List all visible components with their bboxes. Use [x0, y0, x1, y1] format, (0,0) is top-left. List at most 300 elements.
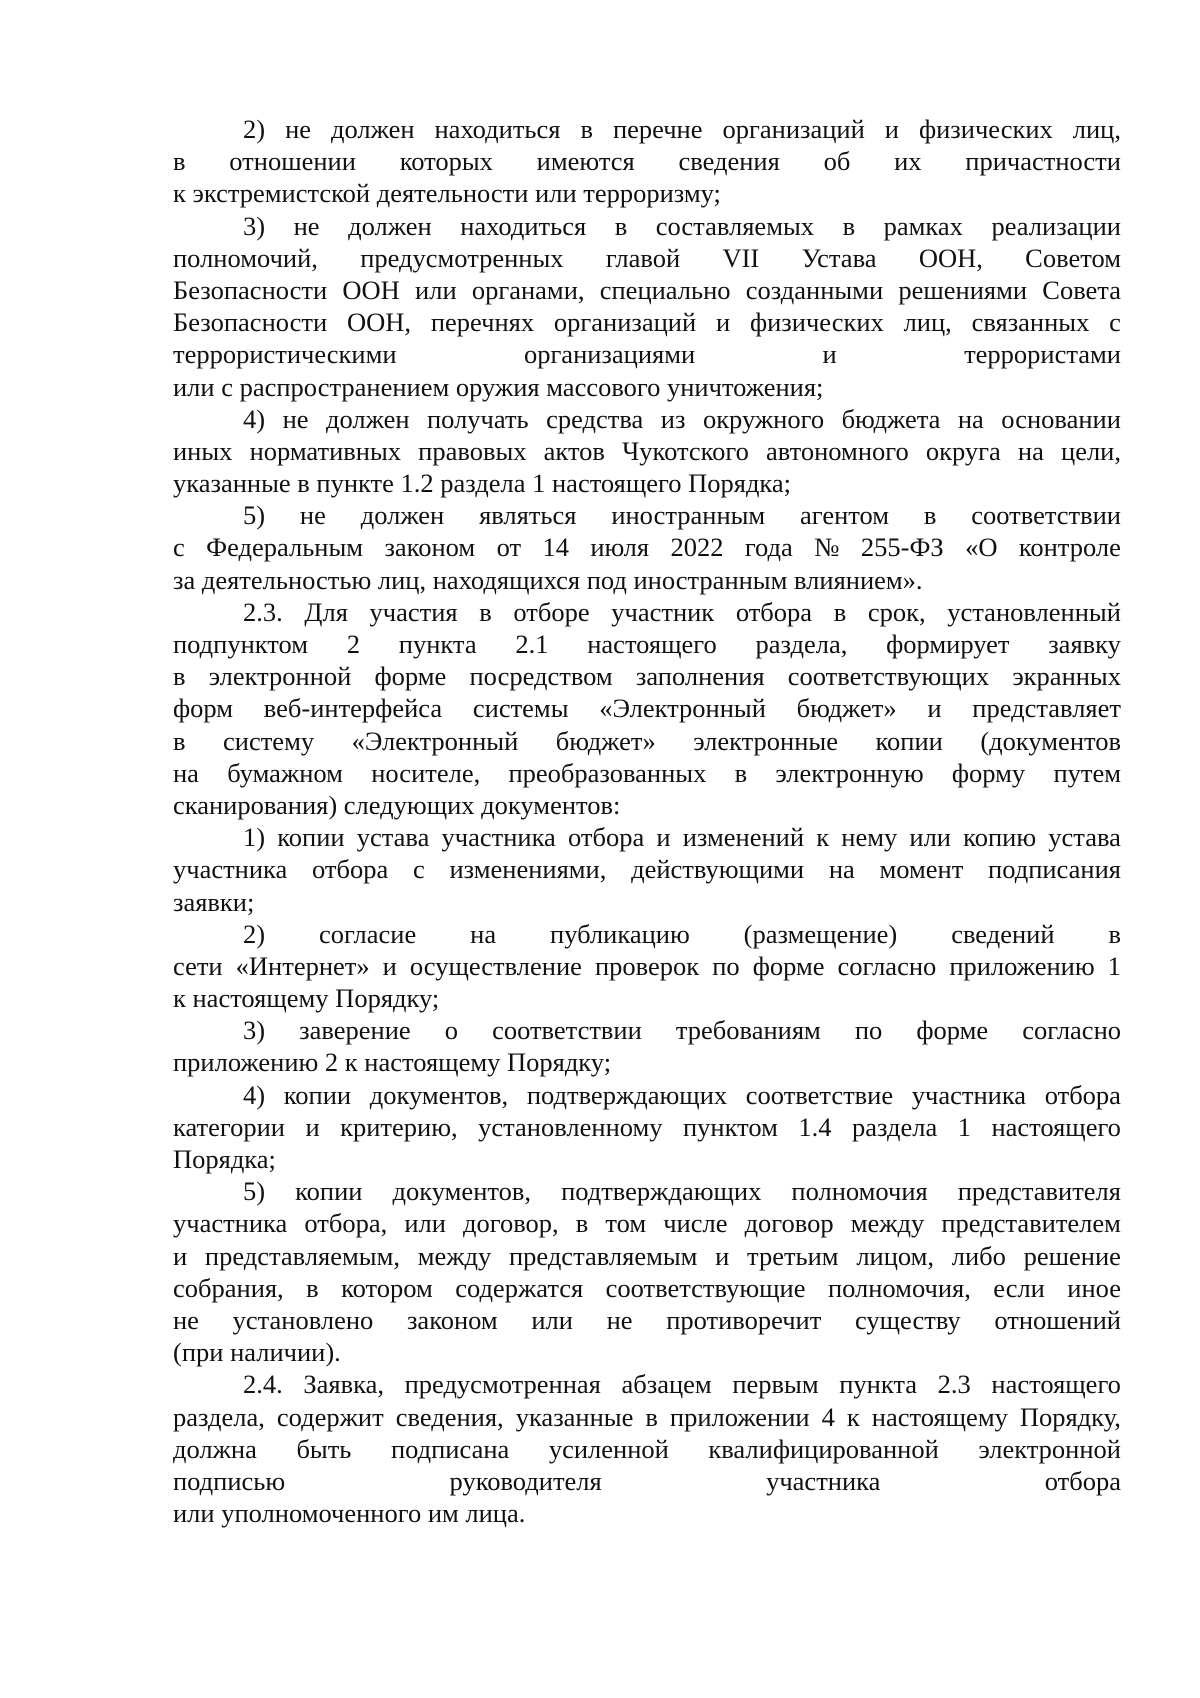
text-line: (при наличии). [173, 1337, 341, 1368]
word: 2.3 [937, 1369, 971, 1400]
text-line [173, 403, 1121, 435]
text-line [173, 499, 1121, 531]
word: должен [326, 403, 410, 434]
word: лиц, [1072, 114, 1121, 144]
text-line [173, 1240, 1121, 1272]
word: на [828, 854, 855, 885]
word: причастности [965, 146, 1121, 177]
word: участника [441, 822, 556, 853]
word: соответствующие [605, 1272, 806, 1303]
word: об [823, 146, 851, 177]
word: категории [173, 1111, 285, 1142]
text-line: приложению 2 к настоящему Порядку; [173, 1047, 612, 1078]
word: бюджет» [555, 725, 656, 756]
text-line [173, 274, 1121, 306]
word: не [282, 403, 309, 434]
text-line [173, 113, 1121, 145]
word: копии [277, 822, 345, 853]
word: иностранным [611, 500, 766, 531]
word: и [173, 1240, 188, 1271]
word: в [645, 1401, 658, 1432]
word: между [850, 1208, 925, 1239]
word: которых [399, 146, 493, 177]
word: их [894, 146, 922, 177]
paragraph-p5 [173, 499, 1121, 596]
paragraph-p2_4 [173, 1368, 1121, 1529]
word: документов, [392, 1176, 531, 1207]
word: Чукотского [622, 435, 749, 466]
word: момент [879, 854, 964, 885]
word: с [1109, 307, 1121, 338]
word: 4 [821, 1401, 835, 1432]
word: между [417, 1240, 492, 1271]
word: в [479, 596, 492, 627]
word: руководителя [449, 1465, 602, 1496]
word: созданными [745, 274, 884, 305]
word: устава [356, 822, 430, 853]
text-line [173, 242, 1121, 274]
word: и [305, 1111, 320, 1142]
word: Советом [1025, 242, 1121, 273]
word: отбора [1044, 1079, 1121, 1110]
word: приложении [669, 1401, 810, 1432]
word: должен [360, 500, 445, 531]
word: участник [611, 596, 715, 627]
text-line [173, 596, 1121, 628]
word: Порядку, [1019, 1401, 1121, 1432]
word: в [923, 500, 937, 531]
word: в [580, 114, 593, 144]
word: требованиям [675, 1015, 821, 1046]
word: из [660, 403, 686, 434]
word: 2) [243, 918, 266, 949]
word: актов [543, 435, 605, 466]
text-line [173, 1111, 1121, 1143]
word: находиться [434, 114, 561, 144]
word: настоящего [991, 1111, 1121, 1142]
word: отбора [1044, 1465, 1121, 1496]
word: 3) [243, 210, 266, 241]
word: решениями [898, 274, 1028, 305]
word: в [173, 725, 186, 756]
word: бумажном [227, 757, 343, 788]
word: года [744, 532, 793, 563]
word: Безопасности [173, 307, 328, 338]
text-line: Порядка; [173, 1144, 276, 1174]
word: 5) [243, 1176, 266, 1207]
word: существу [854, 1304, 961, 1335]
word: пункта [839, 1369, 918, 1400]
word: в [306, 1272, 319, 1303]
word: «Интернет» [235, 950, 370, 981]
word: участника [173, 854, 288, 885]
word: законом [384, 532, 476, 563]
word: подпунктом [173, 629, 309, 659]
word: Федеральным [206, 532, 364, 563]
word: посредством [469, 661, 613, 692]
word: настоящему [871, 1401, 1008, 1432]
word: должен [331, 114, 415, 144]
word: полномочия [791, 1176, 928, 1207]
paragraph-doc3 [173, 1014, 1121, 1078]
word: числе [663, 1208, 728, 1239]
word: не [173, 1304, 199, 1335]
word: в [842, 210, 856, 241]
word: не [606, 1304, 633, 1335]
word: путем [1053, 757, 1121, 788]
word: представителя [957, 1176, 1121, 1207]
word: том [605, 1208, 647, 1239]
word: содержит [276, 1401, 384, 1432]
word: в [1108, 918, 1121, 949]
word: VII [722, 242, 760, 273]
word: критерию, [340, 1111, 458, 1142]
word: сведения [678, 146, 780, 177]
word: (размещение) [743, 918, 898, 949]
text-line [173, 1207, 1121, 1239]
text-line [173, 1465, 1121, 1497]
word: первым [732, 1369, 819, 1400]
word: и [382, 950, 397, 981]
word: реализации [991, 210, 1121, 241]
text-line [173, 660, 1121, 692]
word: связанных [971, 307, 1090, 338]
text-line [173, 435, 1121, 467]
text-line [173, 338, 1121, 370]
word: по [712, 950, 740, 981]
text-line: за деятельностью лиц, находящихся под иностранным влиянием». [173, 564, 923, 595]
text-line [173, 306, 1121, 338]
word: не [293, 210, 320, 241]
word: законом [406, 1304, 498, 1335]
word: действующими [631, 854, 805, 885]
word: раздела, [173, 1401, 265, 1432]
word: лиц, [903, 307, 952, 338]
word: 14 [542, 532, 569, 563]
word: быть [296, 1433, 352, 1464]
text-line [173, 725, 1121, 757]
word: 5) [243, 500, 266, 531]
word: форме [752, 950, 825, 981]
word: иных [173, 435, 233, 466]
word: от [496, 532, 522, 563]
word: подтверждающих [526, 1079, 728, 1110]
word: террористическими [173, 339, 397, 370]
word: отбора [312, 854, 389, 885]
word: если [993, 1272, 1045, 1303]
word: 3) [243, 1015, 266, 1046]
word: указанные [515, 1401, 634, 1432]
text-line [173, 692, 1121, 724]
word: веб-интерфейса [263, 693, 443, 724]
text-line: указанные в пункте 1.2 раздела 1 настоящего Порядка; [173, 468, 792, 499]
word: соответствующих [787, 661, 990, 692]
word: организаций [722, 114, 865, 144]
word: установленному [478, 1111, 663, 1142]
word: участника [173, 1208, 288, 1239]
word: с [412, 854, 425, 885]
word: копии [295, 1176, 363, 1207]
word: отношении [229, 146, 356, 177]
word: проверок [594, 950, 700, 981]
word: 2022 [670, 532, 724, 563]
word: раздела, [755, 629, 848, 659]
word: документов, [369, 1079, 509, 1110]
word: формирует [886, 629, 1010, 659]
text-line [173, 145, 1121, 177]
word: системы [472, 693, 569, 724]
word: 1 [957, 1111, 971, 1142]
word: электронной [208, 661, 352, 692]
word: к [816, 822, 830, 853]
text-line [173, 1304, 1121, 1336]
word: абзацем [621, 1369, 712, 1400]
word: участника [766, 1465, 881, 1496]
word: отбора [735, 596, 813, 627]
word: экранных [1012, 661, 1121, 692]
word: полномочий, [173, 242, 318, 273]
word: участника [911, 1079, 1027, 1110]
word: раздела [851, 1111, 938, 1142]
word: или [531, 1304, 573, 1335]
word: котором [341, 1272, 433, 1303]
word: Безопасности [173, 274, 328, 305]
word: нормативных [249, 435, 402, 466]
text-line: к настоящему Порядку; [173, 983, 440, 1014]
paragraph-p3 [173, 210, 1121, 403]
word: Для [304, 596, 348, 627]
word: подписью [173, 1465, 286, 1496]
word: нему [841, 822, 898, 853]
word: отборе [513, 596, 590, 627]
word: террористами [964, 339, 1121, 370]
word: 1) [243, 822, 266, 853]
word: перечне [612, 114, 703, 144]
word: сведения, [395, 1401, 504, 1432]
word: копию [963, 822, 1037, 853]
text-line [173, 1368, 1121, 1400]
word: установлено [232, 1304, 374, 1335]
word: третьим [747, 1240, 839, 1271]
word: согласие [319, 918, 417, 949]
word: имеются [536, 146, 635, 177]
word: агентом [800, 500, 890, 531]
word: договор, [463, 1208, 559, 1239]
word: 1.4 [798, 1111, 832, 1142]
text-line [173, 918, 1121, 950]
word: 1 [1107, 950, 1121, 981]
paragraph-doc4 [173, 1079, 1121, 1176]
paragraph-doc5 [173, 1175, 1121, 1368]
word: заявку [1048, 629, 1121, 659]
word: устава [1048, 822, 1121, 853]
word: электронную [775, 757, 924, 788]
word: преобразованных [508, 757, 707, 788]
word: Заявка, [303, 1369, 384, 1400]
word: представляемым [508, 1240, 698, 1271]
word: приложению [949, 950, 1095, 981]
word: рамках [883, 210, 963, 241]
word: являться [479, 500, 577, 531]
word: и [715, 307, 731, 338]
word: 4) [243, 403, 266, 434]
word: 255-ФЗ [860, 532, 944, 563]
word: главой [605, 242, 681, 273]
word: или [909, 822, 951, 853]
word: составляемых [655, 210, 815, 241]
paragraph-doc1 [173, 821, 1121, 918]
word: июля [590, 532, 650, 563]
word: организациями [523, 339, 696, 370]
word: квалифицированной [708, 1433, 939, 1464]
word: физических [749, 307, 884, 338]
word: пунктом [683, 1111, 778, 1142]
word: с [173, 532, 185, 563]
word: согласно [1022, 1015, 1121, 1046]
word: форму [951, 757, 1026, 788]
word: срок, [867, 596, 926, 627]
word: полномочия, [827, 1272, 971, 1303]
word: органами, [471, 274, 585, 305]
word: к [846, 1401, 860, 1432]
word: решение [1023, 1240, 1121, 1271]
word: и [656, 822, 671, 853]
word: заверение [299, 1015, 411, 1046]
text-line: сканирования) следующих документов: [173, 789, 621, 820]
word: на [957, 403, 984, 434]
word: настоящего [991, 1369, 1121, 1400]
word: отбора [567, 822, 645, 853]
word: пункта [398, 629, 477, 659]
word: форм [173, 693, 234, 724]
word: осуществление [409, 950, 582, 981]
word: 2.1 [515, 629, 549, 659]
word: ООН [342, 274, 400, 305]
word: не [299, 500, 326, 531]
word: и [715, 1240, 730, 1271]
word: представляемым, [204, 1240, 400, 1271]
word: или [415, 274, 457, 305]
word: и [884, 114, 899, 144]
word: в [173, 146, 186, 177]
word: электронной [978, 1433, 1121, 1464]
word: заполнения [635, 661, 765, 692]
word: форме [916, 1015, 989, 1046]
word: сети [173, 950, 223, 981]
word: о [444, 1015, 458, 1046]
word: форме [374, 661, 447, 692]
word: цели, [1061, 435, 1121, 466]
word: подписана [390, 1433, 510, 1464]
word: собрания, [173, 1272, 284, 1303]
word: и [927, 693, 942, 724]
word: правовых [418, 435, 527, 466]
text-line [173, 628, 1121, 660]
word: подписания [988, 854, 1121, 885]
word: 2.3. [243, 596, 283, 627]
text-line [173, 1272, 1121, 1304]
word: участия [369, 596, 458, 627]
text-line [173, 821, 1121, 853]
word: либо [951, 1240, 1006, 1271]
paragraph-doc2 [173, 918, 1121, 1015]
word: подтверждающих [561, 1176, 762, 1207]
word: Устава [801, 242, 877, 273]
word: основании [1001, 403, 1121, 434]
word: предусмотренных [360, 242, 564, 273]
text-line: или уполномоченного им лица. [173, 1498, 526, 1529]
text-line [173, 1401, 1121, 1433]
word: систему [223, 725, 315, 756]
word: ООН, [346, 307, 412, 338]
word: должен [348, 210, 432, 241]
word: 2.4. [243, 1369, 283, 1400]
word: в [173, 661, 186, 692]
word: на [173, 757, 199, 788]
word: «О [965, 532, 998, 563]
word: отношений [994, 1304, 1121, 1335]
text-line [173, 1079, 1121, 1111]
word: предусмотренная [404, 1369, 601, 1400]
word: по [854, 1015, 883, 1046]
word: соответствии [971, 500, 1121, 531]
word: 2 [346, 629, 361, 659]
word: представителем [941, 1208, 1121, 1239]
word: копии [875, 725, 943, 756]
word: в [734, 757, 748, 788]
word: иное [1067, 1272, 1121, 1303]
word: представляет [972, 693, 1121, 724]
word: установленный [947, 596, 1121, 627]
word: настоящего [587, 629, 717, 659]
text-line [173, 1014, 1121, 1046]
text-line [173, 1175, 1121, 1207]
word: изменениями, [449, 854, 607, 885]
word: специально [599, 274, 731, 305]
paragraph-p4 [173, 403, 1121, 500]
word: № [814, 532, 840, 563]
word: на [470, 918, 497, 949]
word: в [833, 596, 847, 627]
word: 2) [243, 114, 266, 144]
word: ООН, [918, 242, 983, 273]
word: не [285, 114, 312, 144]
word: окружного [702, 403, 825, 434]
word: соответствие [745, 1079, 894, 1110]
word: 4) [243, 1079, 266, 1110]
word: в [575, 1208, 589, 1239]
word: на [1017, 435, 1044, 466]
text-line: к экстремистской деятельности или терроризму; [173, 178, 721, 209]
word: договор [744, 1208, 834, 1239]
word: в [614, 210, 628, 241]
word: согласно [837, 950, 937, 981]
word: перечнях [430, 307, 535, 338]
word: получать [427, 403, 529, 434]
word: содержатся [455, 1272, 584, 1303]
word: физических [918, 114, 1053, 144]
text-line [173, 1433, 1121, 1465]
word: округа [925, 435, 1001, 466]
text-line: заявки; [173, 886, 255, 917]
word: носителе, [371, 757, 481, 788]
word: электронные [693, 725, 838, 756]
word: сведений [951, 918, 1055, 949]
word: противоречит [666, 1304, 822, 1335]
document-page [173, 113, 1121, 1529]
text-line [173, 757, 1121, 789]
word: находиться [460, 210, 587, 241]
